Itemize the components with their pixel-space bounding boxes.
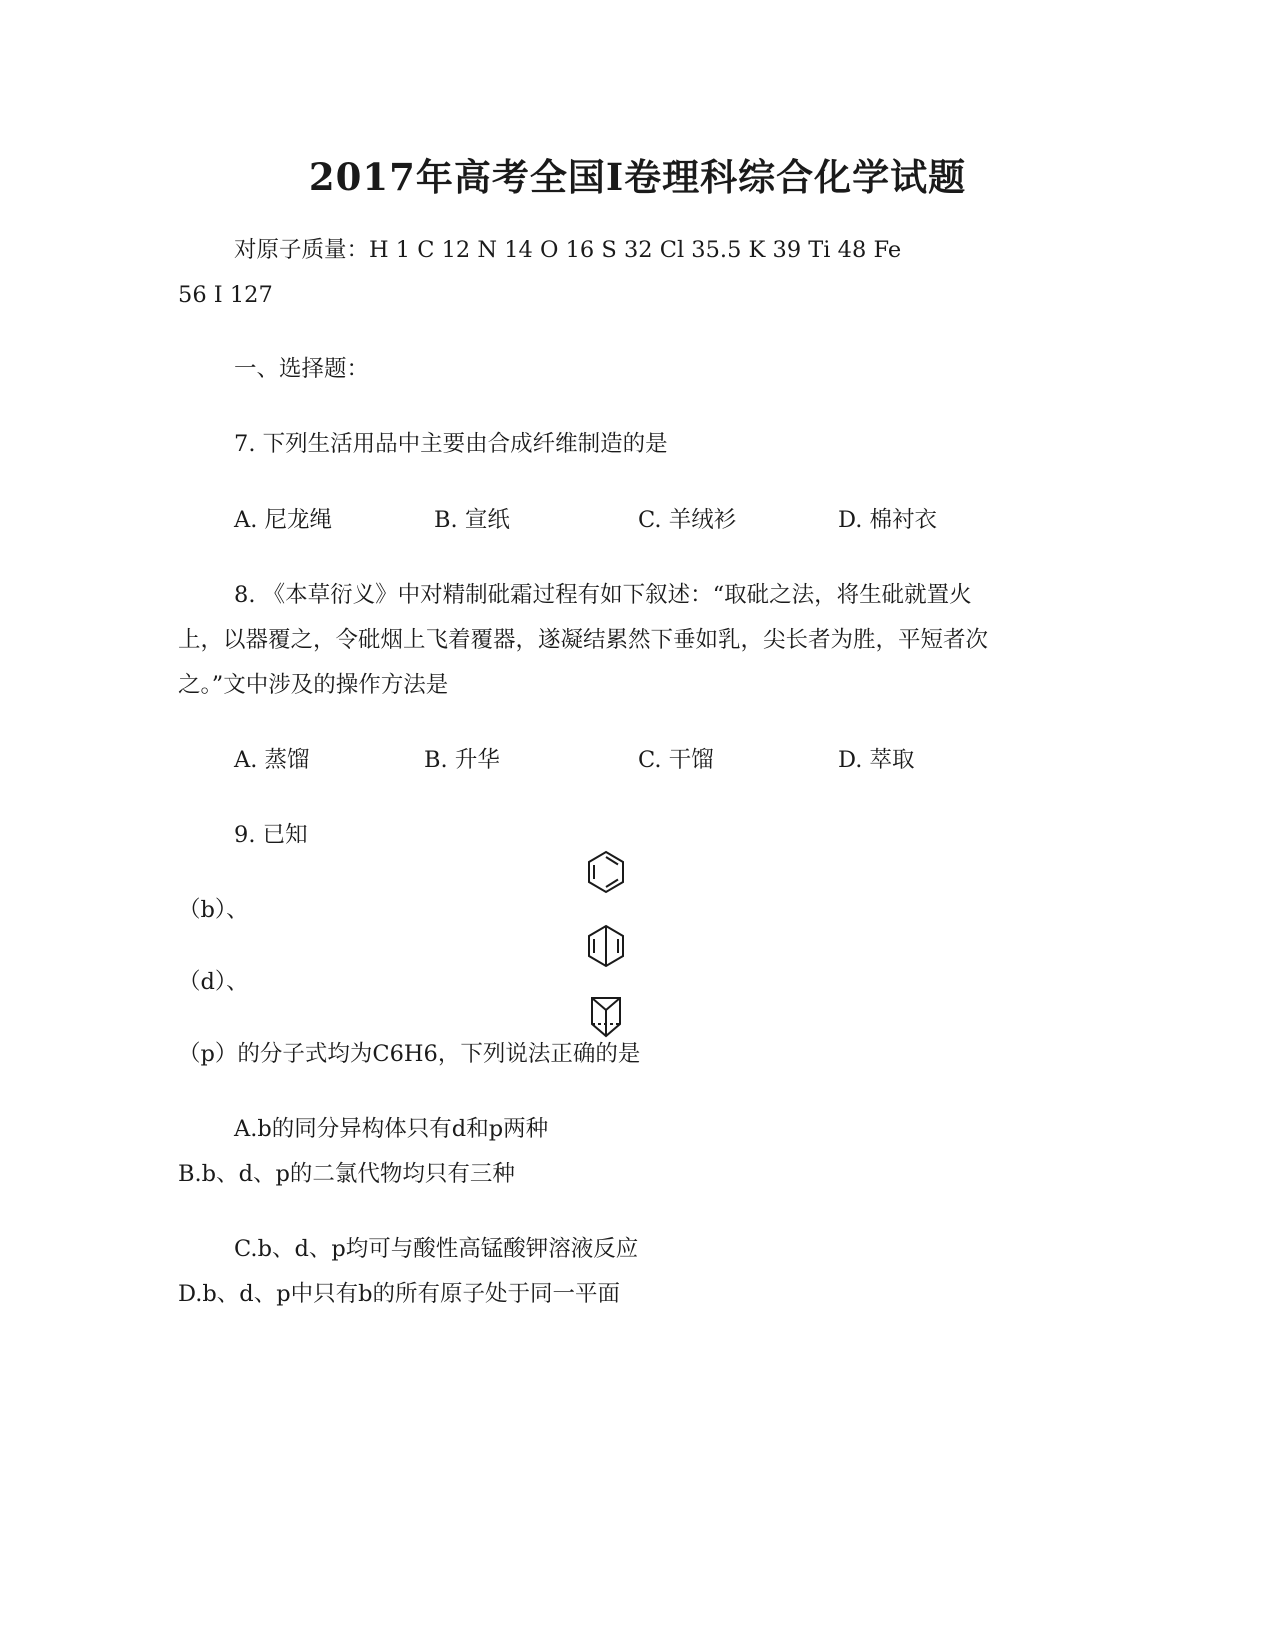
dewar-benzene-structure-icon [586, 924, 626, 968]
q7-option-b: B. 宣纸 [434, 507, 510, 533]
q7-option-d: D. 棉衬衣 [838, 507, 938, 533]
benzene-structure-icon [586, 850, 626, 894]
q8-line-3: 之。”文中涉及的操作方法是 [178, 672, 449, 698]
q9-option-a: A.b的同分异构体只有d和p两种 [234, 1116, 549, 1142]
q9-option-d: D.b、d、p中只有b的所有原子处于同一平面 [178, 1281, 621, 1307]
q8-option-b: B. 升华 [424, 747, 500, 773]
page-title: 2017年高考全国Ⅰ卷理科综合化学试题 [308, 155, 967, 199]
prismane-structure-icon [590, 996, 622, 1038]
q8-line-1: 8. 《本草衍义》中对精制砒霜过程有如下叙述：“取砒之法，将生砒就置火 [234, 582, 972, 608]
q9-stem: 9. 已知 [234, 822, 308, 848]
q8-line-2: 上，以器覆之，令砒烟上飞着覆器，遂凝结累然下垂如乳，尖长者为胜，平短者次 [178, 627, 989, 653]
q7-option-a: A. 尼龙绳 [234, 507, 333, 533]
q7-stem: 7. 下列生活用品中主要由合成纤维制造的是 [234, 431, 668, 457]
q7-option-c: C. 羊绒衫 [638, 507, 737, 533]
q8-option-c: C. 干馏 [638, 747, 714, 773]
q8-option-d: D. 萃取 [838, 747, 915, 773]
q9-option-b: B.b、d、p的二氯代物均只有三种 [178, 1161, 515, 1187]
q9-label-d: （d）、 [178, 969, 249, 995]
section-heading: 一、选择题： [234, 356, 370, 382]
q9-label-b: （b）、 [178, 897, 249, 923]
atomic-mass-line-1: 对原子质量：H 1 C 12 N 14 O 16 S 32 Cl 35.5 K 39 Ti 48 Fe [234, 237, 902, 263]
q8-option-a: A. 蒸馏 [234, 747, 310, 773]
atomic-mass-line-2: 56 I 127 [178, 282, 273, 308]
q9-label-p: （p）的分子式均为C6H6，下列说法正确的是 [178, 1041, 641, 1067]
q9-option-c: C.b、d、p均可与酸性高锰酸钾溶液反应 [234, 1236, 639, 1262]
